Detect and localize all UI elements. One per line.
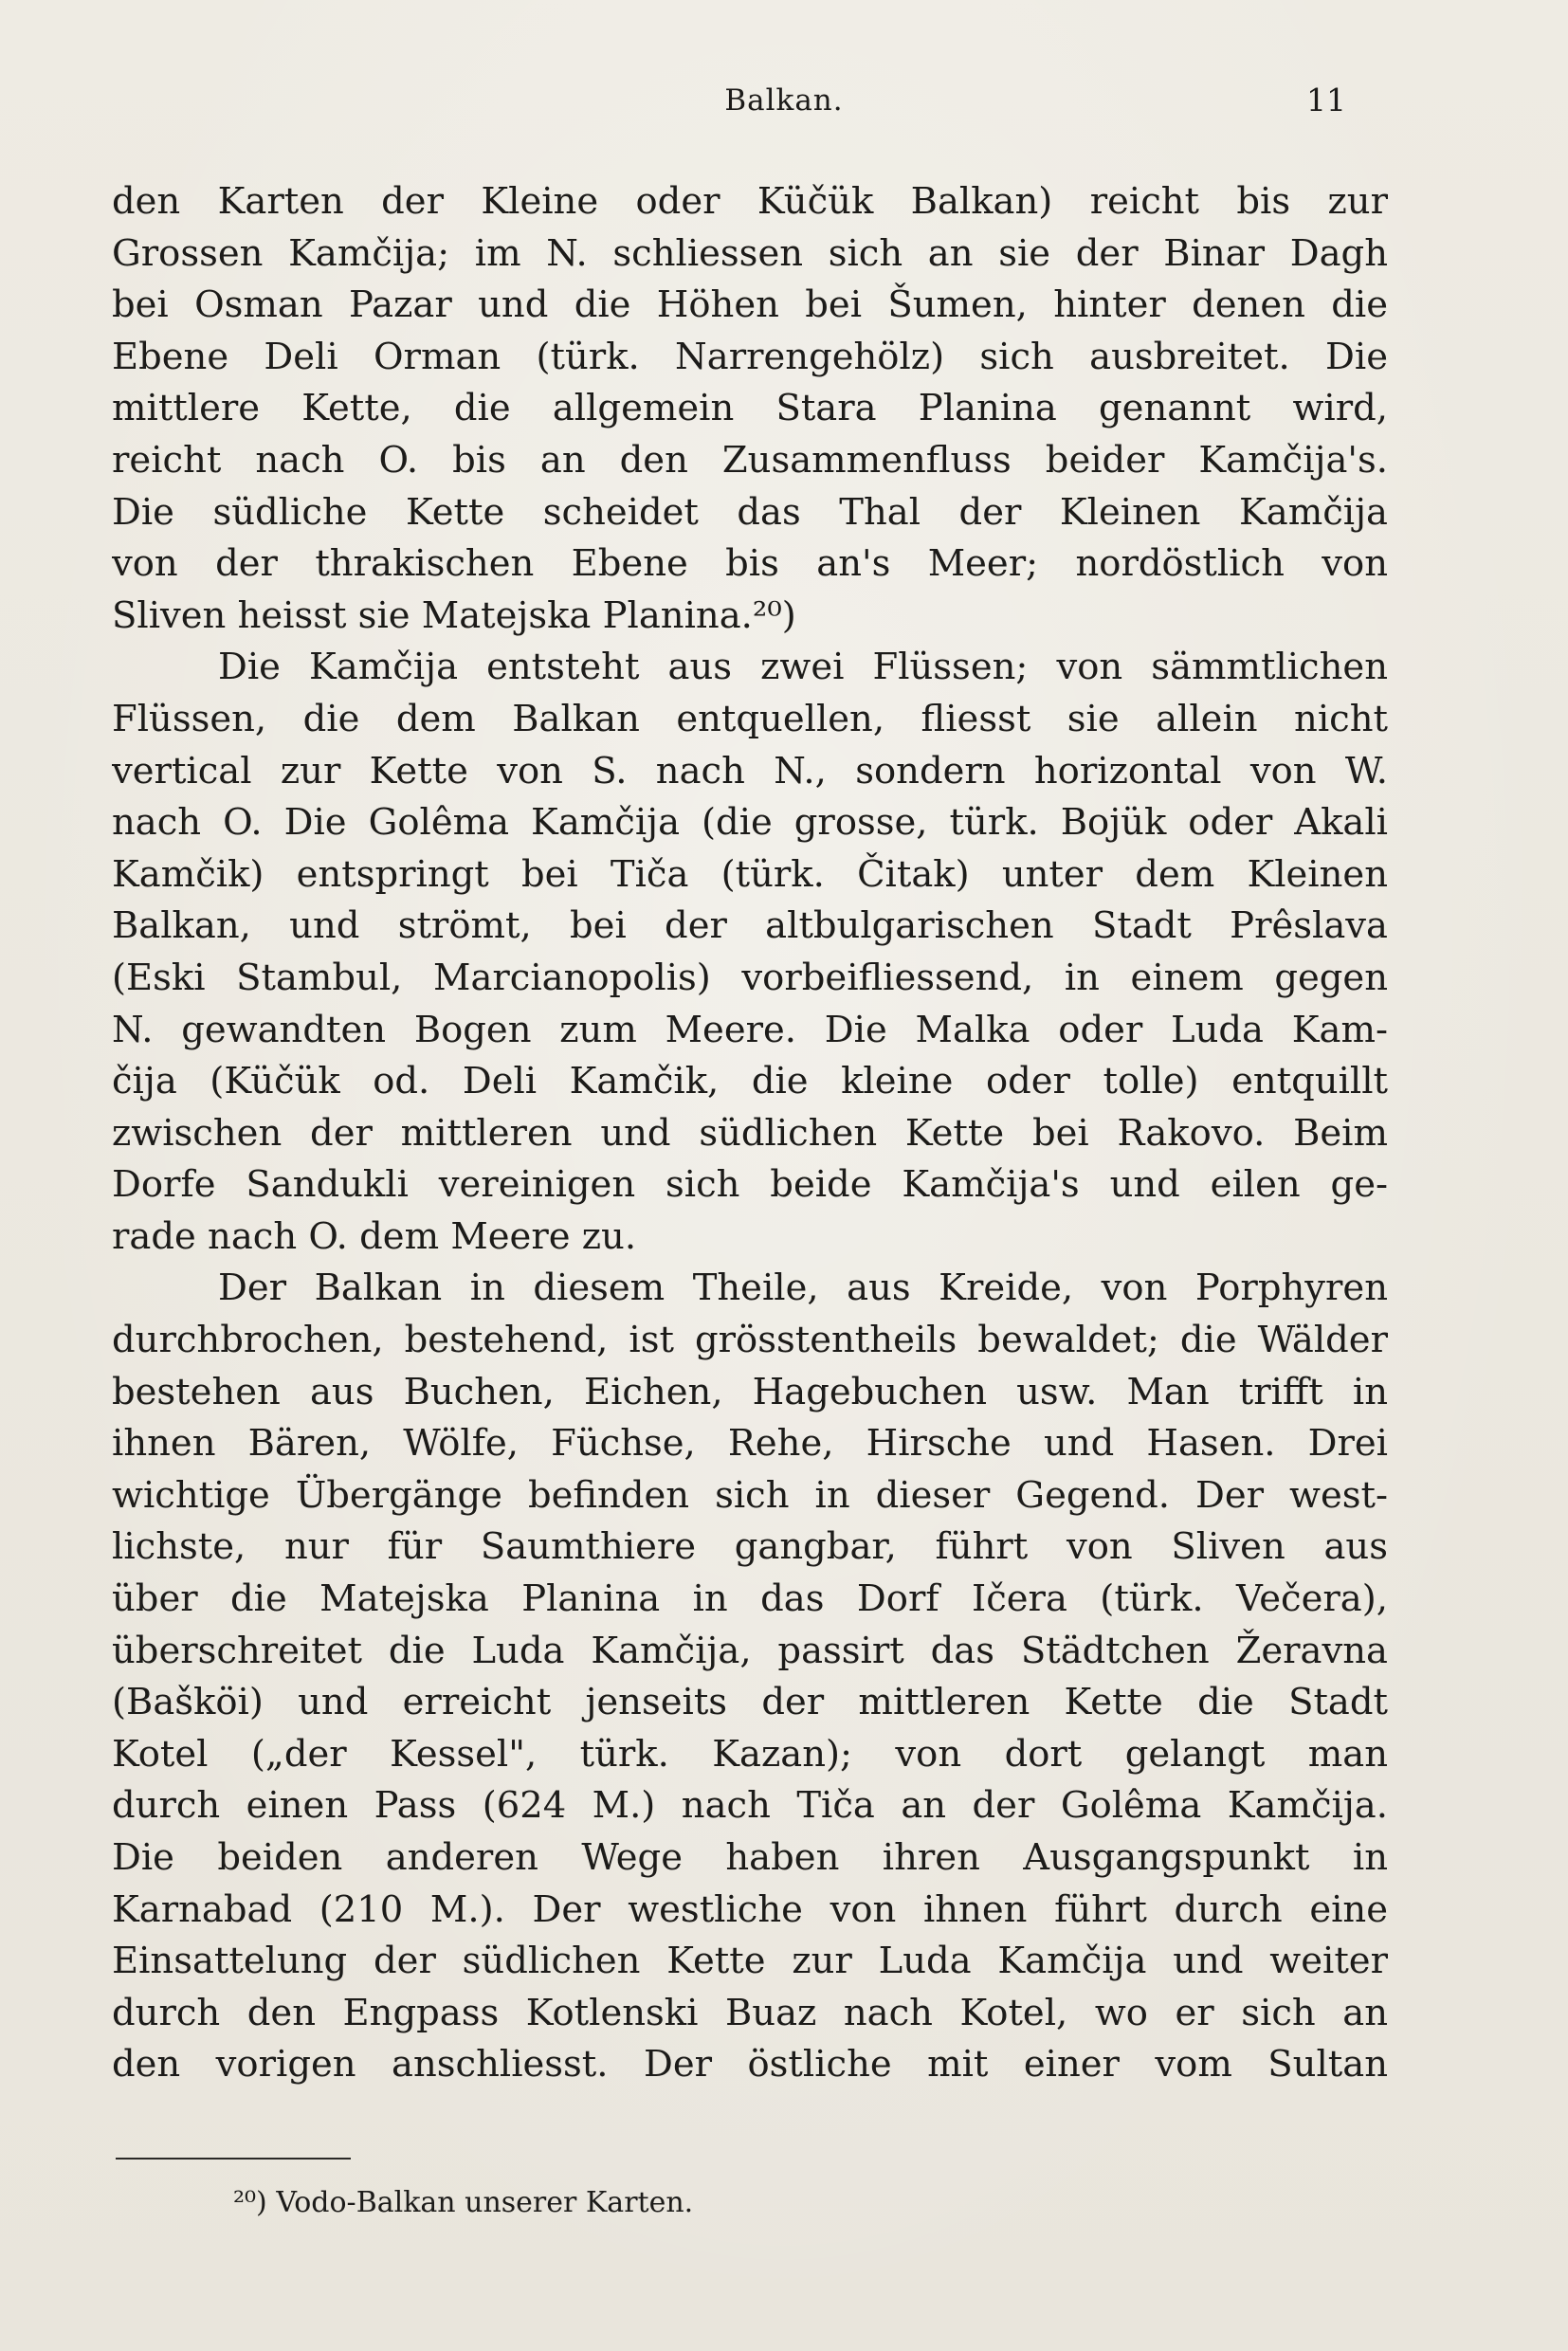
text-line: mittlere Kette, die allgemein Stara Planina genannt wird, — [112, 387, 1388, 430]
text-line: den Karten der Kleine oder Küčük Balkan) reicht bis zur — [112, 180, 1388, 223]
text-line: bestehen aus Buchen, Eichen, Hagebuchen usw. Man trifft in — [112, 1370, 1388, 1413]
text-line: von der thrakischen Ebene bis an's Meer; nordöstlich von — [112, 542, 1388, 586]
page-number: 11 — [1306, 82, 1346, 118]
footnote — [233, 2184, 693, 2222]
text-line: Kamčik) entspringt bei Tiča (türk. Čitak) unter dem Kleinen — [112, 852, 1388, 896]
text-line: Der Balkan in diesem Theile, aus Kreide, von Porphyren — [218, 1267, 1388, 1310]
text-line: durchbrochen, bestehend, ist grösstentheils bewaldet; die Wälder — [112, 1319, 1388, 1362]
text-line: Karnabad (210 M.). Der westliche von ihnen führt durch eine — [112, 1887, 1388, 1931]
text-line: (Eski Stambul, Marcianopolis) vorbeifliessend, in einem gegen — [112, 956, 1388, 999]
text-line: zwischen der mittleren und südlichen Kette bei Rakovo. Beim — [112, 1111, 1388, 1155]
text-line: ihnen Bären, Wölfe, Füchse, Rehe, Hirsche und Hasen. Drei — [112, 1422, 1388, 1466]
text-line: reicht nach O. bis an den Zusammenfluss beider Kamčija's. — [112, 438, 1388, 482]
text-line: überschreitet die Luda Kamčija, passirt das Städtchen Žeravna — [112, 1629, 1388, 1672]
text-line: lichste, nur für Saumthiere gangbar, führt von Sliven aus — [112, 1525, 1388, 1569]
text-line: Die Kamčija entsteht aus zwei Flüssen; von sämmtlichen — [218, 646, 1388, 689]
footnote-text: Vodo-Balkan unserer Karten. — [276, 2186, 694, 2219]
text-line: bei Osman Pazar und die Höhen bei Šumen, hinter denen die — [112, 283, 1388, 327]
text-line: nach O. Die Golêma Kamčija (die grosse, türk. Bojük oder Akali — [112, 801, 1388, 845]
text-line: Grossen Kamčija; im N. schliessen sich an sie der Binar Dagh — [112, 231, 1388, 275]
text-line: Balkan, und strömt, bei der altbulgarischen Stadt Prêslava — [112, 904, 1388, 948]
text-line: čija (Küčük od. Deli Kamčik, die kleine oder tolle) entquillt — [112, 1060, 1388, 1103]
text-line: wichtige Übergänge befinden sich in dieser Gegend. Der west- — [112, 1473, 1388, 1517]
text-line: über die Matejska Planina in das Dorf Ičera (türk. Večera), — [112, 1577, 1388, 1621]
text-line: Die südliche Kette scheidet das Thal der Kleinen Kamčija — [112, 490, 1388, 534]
text-line: Die beiden anderen Wege haben ihren Ausgangspunkt in — [112, 1836, 1388, 1879]
text-line: durch einen Pass (624 M.) nach Tiča an der Golêma Kamčija. — [112, 1784, 1388, 1828]
body-text — [112, 176, 1388, 2091]
footnote-divider — [116, 2158, 351, 2160]
text-line: N. gewandten Bogen zum Meere. Die Malka oder Luda Kam- — [112, 1008, 1388, 1051]
text-line: durch den Engpass Kotlenski Buaz nach Kotel, wo er sich an — [112, 1991, 1388, 2034]
text-line: Kotel („der Kessel", türk. Kazan); von dort gelangt man — [112, 1732, 1388, 1776]
text-line: (Bašköi) und erreicht jenseits der mittleren Kette die Stadt — [112, 1681, 1388, 1724]
footnote-marker: ²⁰) — [233, 2186, 267, 2219]
text-line: rade nach O. dem Meere zu. — [112, 1214, 637, 1258]
text-line: Dorfe Sandukli vereinigen sich beide Kamčija's und eilen ge- — [112, 1163, 1388, 1207]
text-line: Ebene Deli Orman (türk. Narrengehölz) sich ausbreitet. Die — [112, 335, 1388, 378]
text-line: vertical zur Kette von S. nach N., sondern horizontal von W. — [112, 749, 1388, 793]
running-title: Balkan. — [724, 83, 844, 118]
text-line: Flüssen, die dem Balkan entquellen, fliesst sie allein nicht — [112, 697, 1388, 740]
text-line: Einsattelung der südlichen Kette zur Luda Kamčija und weiter — [112, 1940, 1388, 1983]
text-line: den vorigen anschliesst. Der östliche mit einer vom Sultan — [112, 2043, 1388, 2087]
text-line: Sliven heisst sie Matejska Planina.²⁰) — [112, 593, 796, 637]
